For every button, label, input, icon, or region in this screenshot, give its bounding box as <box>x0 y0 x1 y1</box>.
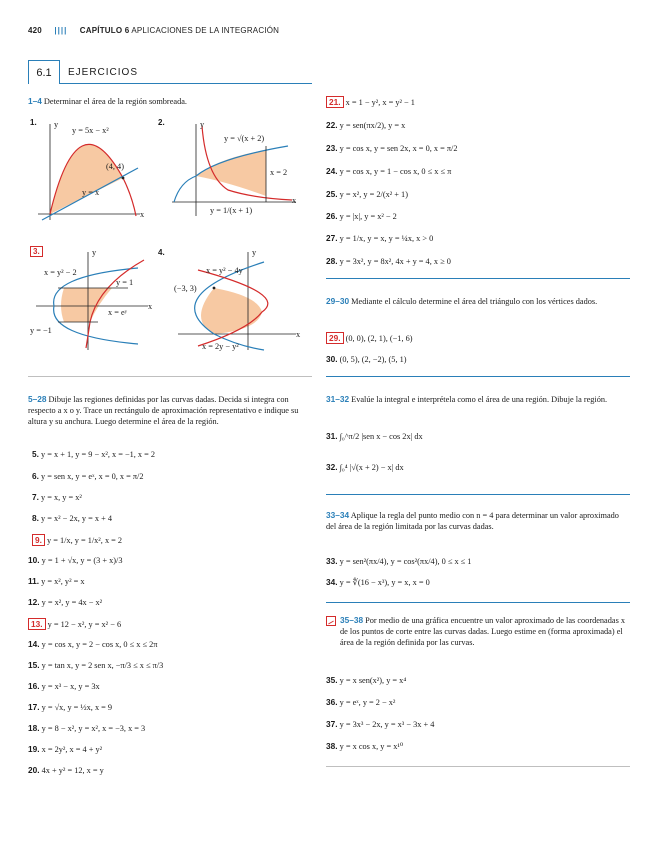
instruction-29-30 <box>326 296 626 307</box>
axis-label-x: x <box>140 210 145 219</box>
instruction-text: Por medio de una gráfica encuentre un valor aproximado de las coordenadas x de los puntos de corte entre las curvas dadas. Luego estime en (forma aproximada) el área de la región definida por las curvas. <box>340 616 626 647</box>
exercise-18: 18. y = 8 − x², y = x², x = −3, x = 3 <box>28 723 146 733</box>
instruction-1-4 <box>28 96 312 107</box>
exercise-22: 22. y = sen(πx/2), y = x <box>326 120 406 130</box>
figure-4-graph <box>158 246 303 356</box>
instruction-text: Dibuje las regiones definidas por las curvas dadas. Decida si integra con respecto a x o y. Trace un rectángulo de aproximación representativo e indique su altura y su anchura. Luego determine el área de la región. <box>28 395 299 426</box>
axis-label-y: y <box>54 120 59 129</box>
exercise-33: 33. y = sen²(πx/4), y = cos²(πx/4), 0 ≤ x ≤ 1 <box>326 556 472 566</box>
running-head <box>28 26 279 35</box>
exercise-26: 26. y = |x|, y = x² − 2 <box>326 211 397 221</box>
exercise-16: 16. y = x³ − x, y = 3x <box>28 681 100 691</box>
point-label: (4, 4) <box>106 162 124 171</box>
exercise-23: 23. y = cos x, y = sen 2x, x = 0, x = π/2 <box>326 143 458 153</box>
exercise-25: 25. y = x², y = 2/(x² + 1) <box>326 189 408 199</box>
figure-number: 1. <box>30 118 37 127</box>
page-number: 420 <box>28 26 42 35</box>
exercise-38: 38. y = x cos x, y = x¹⁰ <box>326 741 404 751</box>
range-label: 5–28 <box>28 394 47 404</box>
chapter-title: APLICACIONES DE LA INTEGRACIÓN <box>131 26 280 35</box>
separator <box>28 376 312 377</box>
instruction-5-28 <box>28 394 312 427</box>
shaded-region <box>50 144 123 214</box>
axis-label-x: x <box>292 196 297 205</box>
exercise-12: 12. y = x², y = 4x − x² <box>28 597 103 607</box>
exercise-6: 6. y = sen x, y = eˣ, x = 0, x = π/2 <box>32 471 144 481</box>
figure-number: 2. <box>158 118 165 127</box>
separator <box>326 494 630 495</box>
exercise-24: 24. y = cos x, y = 1 − cos x, 0 ≤ x ≤ π <box>326 166 452 176</box>
exercise-36: 36. y = eˣ, y = 2 − x² <box>326 697 396 707</box>
exercise-9: 9. y = 1/x, y = 1/x², x = 2 <box>32 534 122 546</box>
graphing-calculator-icon <box>326 616 336 626</box>
equation-label: y = x <box>82 188 100 197</box>
equation-label: y = 1/(x + 1) <box>210 206 253 215</box>
figure-3 <box>28 246 158 356</box>
exercise-8: 8. y = x² − 2x, y = x + 4 <box>32 513 112 523</box>
figure-number: 3. <box>30 246 43 257</box>
instruction-35-38 <box>340 615 628 648</box>
exercise-5: 5. y = x + 1, y = 9 − x², x = −1, x = 2 <box>32 449 156 459</box>
exercise-21: 21. x = 1 − y², x = y² − 1 <box>326 96 415 108</box>
exercise-31: 31. ∫₀^π/2 |sen x − cos 2x| dx <box>326 431 423 441</box>
section-header <box>28 60 312 84</box>
figure-3-graph <box>28 246 158 356</box>
exercise-10: 10. y = 1 + √x, y = (3 + x)/3 <box>28 555 123 565</box>
instruction-text: Determinar el área de la región sombreada. <box>43 97 187 106</box>
exercise-17: 17. y = √x, y = ½x, x = 9 <box>28 702 113 712</box>
instruction-text: Evalúe la integral e interprétela como el área de una región. Dibuje la región. <box>351 395 608 404</box>
axis-label-x: x <box>296 330 301 339</box>
range-label: 35–38 <box>340 615 364 625</box>
exercise-7: 7. y = x, y = x² <box>32 492 82 502</box>
axis-label-y: y <box>252 248 257 257</box>
exercise-19: 19. x = 2y², x = 4 + y² <box>28 744 103 754</box>
instruction-text: Aplique la regla del punto medio con n = 4 para determinar un valor aproximado del área de la región limitada por las curvas dadas. <box>326 511 619 531</box>
exercise-35: 35. y = x sen(x²), y = x⁴ <box>326 675 407 685</box>
range-label: 29–30 <box>326 296 350 306</box>
axis-label-x: x <box>148 302 153 311</box>
running-head-bars: |||| <box>54 26 68 35</box>
equation-label: y = 1 <box>116 278 134 287</box>
intersection-point <box>213 287 216 290</box>
instruction-text: Mediante el cálculo determine el área del triángulo con los vértices dados. <box>351 297 598 306</box>
exercise-30: 30. (0, 5), (2, −2), (5, 1) <box>326 354 407 364</box>
exercise-32: 32. ∫₀⁴ |√(x + 2) − x| dx <box>326 462 404 472</box>
point-label: (−3, 3) <box>174 284 197 293</box>
range-label: 1–4 <box>28 96 42 106</box>
figure-1 <box>28 116 158 226</box>
separator <box>326 766 630 767</box>
equation-label: x = y² − 2 <box>44 268 77 277</box>
exercise-15: 15. y = tan x, y = 2 sen x, −π/3 ≤ x ≤ π/3 <box>28 660 164 670</box>
figure-2 <box>158 116 303 226</box>
section-title: EJERCICIOS <box>68 67 139 78</box>
section-number: 6.1 <box>28 60 60 84</box>
equation-label: x = 2y − y² <box>202 342 239 351</box>
shaded-region <box>201 288 262 334</box>
exercise-14: 14. y = cos x, y = 2 − cos x, 0 ≤ x ≤ 2π <box>28 639 158 649</box>
equation-label: y = 5x − x² <box>72 126 109 135</box>
exercise-11: 11. y = x², y² = x <box>28 576 85 586</box>
intersection-point <box>122 177 125 180</box>
figure-4 <box>158 246 303 356</box>
exercise-20: 20. 4x + y² = 12, x = y <box>28 765 104 775</box>
figure-number: 4. <box>158 248 165 257</box>
range-label: 33–34 <box>326 510 350 520</box>
separator <box>326 376 630 377</box>
axis-label-y: y <box>92 248 97 257</box>
instruction-33-34 <box>326 510 626 532</box>
exercise-28: 28. y = 3x², y = 8x², 4x + y = 4, x ≥ 0 <box>326 256 451 266</box>
instruction-31-32 <box>326 394 626 405</box>
separator <box>326 602 630 603</box>
exercise-29: 29. (0, 0), (2, 1), (−1, 6) <box>326 332 413 344</box>
exercise-13: 13. y = 12 − x², y = x² − 6 <box>28 618 121 630</box>
chapter-label: CAPÍTULO 6 <box>79 26 130 35</box>
range-label: 31–32 <box>326 394 350 404</box>
equation-label: x = y² − 4y <box>206 266 243 275</box>
equation-label: x = eʸ <box>108 308 128 317</box>
exercise-37: 37. y = 3x³ − 2x, y = x³ − 3x + 4 <box>326 719 435 729</box>
exercise-34: 34. y = ∜(16 − x³), y = x, x = 0 <box>326 577 430 587</box>
exercise-27: 27. y = 1/x, y = x, y = ¼x, x > 0 <box>326 233 434 243</box>
equation-label: x = 2 <box>270 168 288 177</box>
equation-label: y = −1 <box>30 326 52 335</box>
separator <box>326 278 630 279</box>
equation-label: y = √(x + 2) <box>224 134 265 143</box>
axis-label-y: y <box>200 120 205 129</box>
